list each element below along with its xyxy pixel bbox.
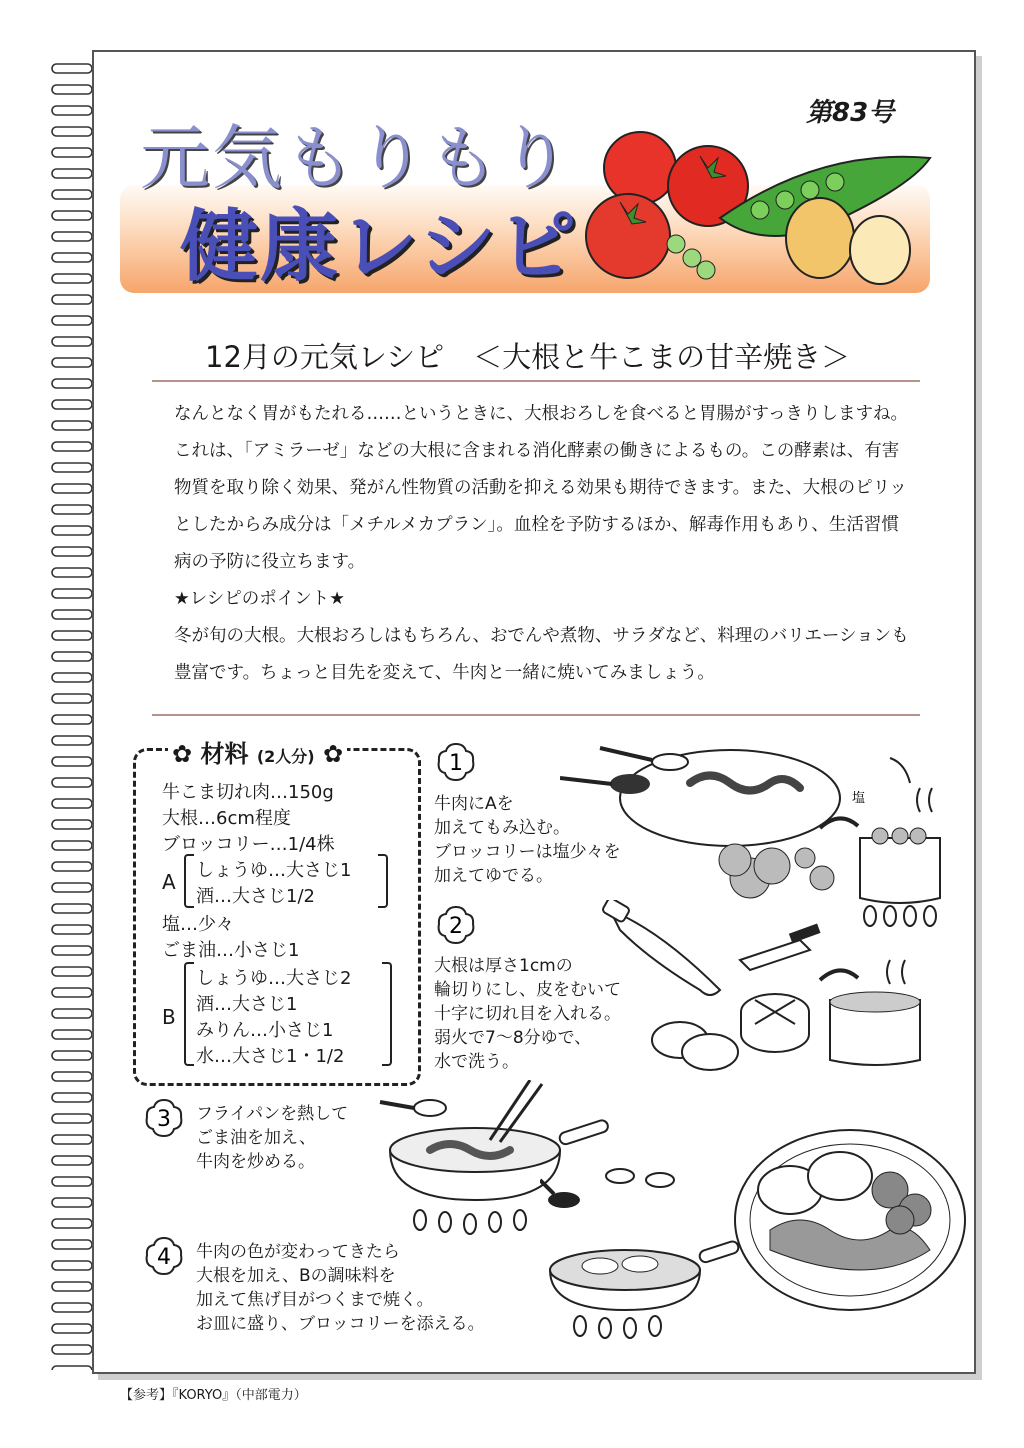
spiral-ring	[52, 1282, 92, 1291]
spiral-ring	[52, 211, 92, 220]
spiral-ring	[52, 526, 92, 535]
spiral-ring	[52, 127, 92, 136]
ingredient-item: みりん…小さじ1	[196, 1020, 334, 1041]
spiral-ring	[52, 190, 92, 199]
spiral-ring	[52, 379, 92, 388]
issue-number: 第83号	[806, 98, 895, 128]
plated-dish-illustration	[730, 1120, 970, 1320]
spiral-ring	[52, 1114, 92, 1123]
spiral-ring	[52, 757, 92, 766]
spiral-ring	[52, 442, 92, 451]
ingredient-item: ブロッコリー…1/4株	[162, 834, 335, 855]
spiral-ring	[52, 925, 92, 934]
group-b-brace-right	[382, 962, 392, 1066]
spiral-ring	[52, 337, 92, 346]
spiral-ring	[52, 274, 92, 283]
ingredient-item: 酒…大さじ1	[196, 994, 298, 1015]
spiral-ring	[52, 295, 92, 304]
spiral-ring	[52, 1051, 92, 1060]
spiral-ring	[52, 568, 92, 577]
flower-icon: ✿	[322, 740, 344, 768]
reference-footer: 【参考】『KORYO』（中部電力）	[120, 1388, 307, 1403]
spiral-ring	[52, 148, 92, 157]
spiral-ring	[52, 421, 92, 430]
group-a-label: A	[162, 870, 176, 894]
spiral-ring	[52, 484, 92, 493]
spiral-ring	[52, 1072, 92, 1081]
spiral-ring	[52, 400, 92, 409]
spiral-ring	[52, 1261, 92, 1270]
ingredient-item: しょうゆ…大さじ2	[196, 968, 352, 989]
intro-paragraph: なんとなく胃がもたれる……というときに、大根おろしを食べると胃腸がすっきりしますね。これは、「アミラーゼ」などの大根に含まれる消化酵素の働きによるもの。この酵素は、有害物質を取り除く効果、発がん性物質の活動を抑える効果も期待できます。また、大根のピリッとしたからみ成分は「メチルメカプラン」。血栓を予防するほか、解毒作用もあり、生活習慣病の予防に役立ちます。	[174, 404, 908, 572]
spiral-ring	[52, 1219, 92, 1228]
spiral-ring	[52, 904, 92, 913]
group-b-brace	[184, 962, 194, 1066]
spiral-ring	[52, 85, 92, 94]
title-line-2: 健康レシピ	[180, 202, 579, 292]
ingredients-heading: 材料	[200, 740, 249, 768]
step-2-badge	[436, 905, 476, 945]
spiral-ring	[52, 106, 92, 115]
divider-top	[152, 380, 920, 382]
step-4-text: 牛肉の色が変わってきたら 大根を加え、Bの調味料を 加えて焦げ目がつくまで焼く。 お皿に盛り、ブロッコリーを添える。	[196, 1242, 485, 1334]
spiral-ring	[52, 694, 92, 703]
spiral-ring	[52, 589, 92, 598]
spiral-ring	[52, 736, 92, 745]
group-b-label: B	[162, 1005, 176, 1029]
step-4-badge	[144, 1236, 184, 1276]
ingredient-item: 牛こま切れ肉…150g	[162, 782, 334, 803]
title-line-1: 元気もりもり	[140, 117, 572, 199]
spiral-ring	[52, 1156, 92, 1165]
servings: (2人分)	[256, 747, 315, 766]
spiral-ring	[52, 1198, 92, 1207]
spiral-ring	[52, 715, 92, 724]
spiral-ring	[52, 946, 92, 955]
spiral-ring	[52, 1093, 92, 1102]
spiral-ring	[52, 1009, 92, 1018]
step-number: 1	[449, 751, 463, 776]
spiral-ring	[52, 1240, 92, 1249]
spiral-ring	[52, 652, 92, 661]
step-1-badge	[436, 742, 476, 782]
step-4-illustration	[540, 1160, 740, 1340]
spiral-ring	[52, 1135, 92, 1144]
spiral-ring	[52, 1345, 92, 1354]
spiral-ring	[52, 1324, 92, 1333]
recipe-subtitle: 12月の元気レシピ ＜大根と牛こまの甘辛焼き＞	[205, 340, 851, 374]
ingredient-item: 酒…大さじ1/2	[196, 886, 315, 907]
spiral-ring	[52, 169, 92, 178]
point-text: 冬が旬の大根。大根おろしはもちろん、おでんや煮物、サラダなど、料理のバリエーションも豊富です。ちょっと目先を変えて、牛肉と一緒に焼いてみましょう。	[174, 626, 909, 683]
salt-label: 塩	[852, 791, 866, 806]
spiral-ring	[52, 799, 92, 808]
spiral-ring	[52, 862, 92, 871]
group-a-brace-right	[378, 854, 388, 908]
spiral-ring	[52, 883, 92, 892]
spiral-ring	[52, 673, 92, 682]
spiral-ring	[52, 253, 92, 262]
spiral-ring	[52, 1366, 92, 1370]
flower-icon: ✿	[172, 740, 193, 768]
step-number: 4	[157, 1245, 171, 1270]
group-a-brace	[184, 854, 194, 908]
spiral-ring	[52, 1030, 92, 1039]
step-2-illustration	[600, 900, 960, 1090]
spiral-ring	[52, 778, 92, 787]
ingredient-item: ごま油…小さじ1	[162, 940, 300, 961]
step-1-text: 牛肉にAを 加えてもみ込む。 ブロッコリーは塩少々を 加えてゆでる。	[434, 794, 621, 886]
spiral-ring	[52, 988, 92, 997]
spiral-ring	[52, 64, 92, 73]
divider-bottom	[152, 714, 920, 716]
spiral-ring	[52, 820, 92, 829]
spiral-ring	[52, 505, 92, 514]
step-number: 2	[449, 914, 463, 939]
spiral-ring	[52, 1303, 92, 1312]
spiral-binding	[48, 58, 96, 1370]
ingredient-item: しょうゆ…大さじ1	[196, 860, 352, 881]
step-3-text: フライパンを熱して ごま油を加え、 牛肉を炒める。	[196, 1104, 349, 1172]
ingredient-item: 水…大さじ1・1/2	[196, 1046, 345, 1067]
spiral-ring	[52, 463, 92, 472]
spiral-ring	[52, 316, 92, 325]
step-2-text: 大根は厚さ1cmの 輪切りにし、皮をむいて 十字に切れ目を入れる。 弱火で7〜8分ゆで、 水で洗う。	[434, 956, 621, 1072]
spiral-ring	[52, 232, 92, 241]
spiral-ring	[52, 631, 92, 640]
spiral-ring	[52, 358, 92, 367]
spiral-ring	[52, 547, 92, 556]
intro-text	[174, 396, 910, 692]
spiral-ring	[52, 1177, 92, 1186]
step-3-badge	[144, 1098, 184, 1138]
vegetables-illustration	[580, 118, 940, 288]
ingredients-title	[168, 734, 347, 769]
spiral-ring	[52, 841, 92, 850]
ingredient-item: 塩…少々	[162, 914, 234, 935]
point-heading: ★レシピのポイント★	[174, 589, 345, 609]
step-number: 3	[157, 1107, 171, 1132]
ingredient-item: 大根…6cm程度	[162, 808, 291, 829]
spiral-ring	[52, 967, 92, 976]
spiral-ring	[52, 610, 92, 619]
